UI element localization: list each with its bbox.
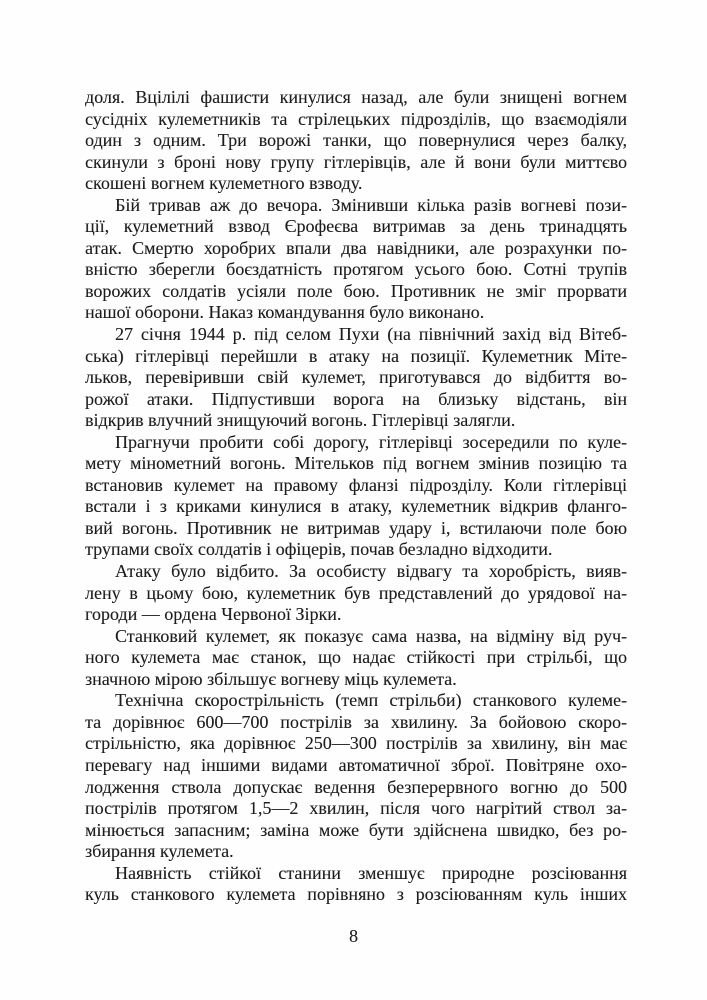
text-line [85, 453, 627, 475]
paragraph [85, 432, 627, 561]
text-run: встали і з криками кинулися в атаку, кулеметник відкрив фланго- [85, 496, 627, 517]
text-run: перевагу над іншими видами автоматичної зброї. Повітряне охо- [85, 754, 627, 775]
text-line [85, 561, 627, 583]
text-line [85, 475, 627, 497]
text-line [85, 712, 627, 734]
paragraph [85, 195, 627, 324]
text-line [85, 777, 627, 799]
text-line [85, 820, 627, 842]
text-run: сусідніх кулеметників та стрілецьких підрозділів, що взаємодіяли [85, 108, 627, 129]
text-line [85, 647, 627, 669]
text-run: та дорівнює 600—700 пострілів за хвилину. За бойовою скоро- [85, 711, 627, 732]
page-text-block [85, 87, 627, 906]
text-run: Бій тривав аж до вечора. Змінивши кілька разів вогневі пози- [115, 194, 627, 215]
text-run: скинули з броні нову групу гітлерівців, але й вони були миттєво [85, 151, 627, 172]
text-line [85, 195, 627, 217]
text-line [85, 367, 627, 389]
text-run: льков, перевіривши свій кулемет, приготувався до відбиття во- [85, 367, 627, 388]
paragraph [85, 324, 627, 432]
text-line [85, 604, 627, 626]
text-line [85, 302, 627, 324]
text-line [85, 884, 627, 906]
text-run: пострілів протягом 1,5—2 хвилин, після чого нагрітий ствол за- [85, 798, 627, 819]
text-run: Станковий кулемет, як показує сама назва, на відміну від руч- [115, 625, 627, 646]
paragraph [85, 863, 627, 906]
paragraph [85, 561, 627, 626]
text-line [85, 798, 627, 820]
text-line [85, 518, 627, 540]
paragraph [85, 87, 627, 195]
text-run: ська) гітлерівці перейшли в атаку на позиції. Кулеметник Міте- [85, 345, 627, 366]
text-run: куль станкового кулемета порівняно з розсіюванням куль інших [85, 884, 627, 905]
text-line [85, 863, 627, 885]
text-run: 27 січня 1944 р. під селом Пухи (на північний захід від Вітеб- [115, 324, 627, 345]
text-run: відкрив влучний знищуючий вогонь. Гітлерівці залягли. [85, 410, 516, 431]
text-line [85, 238, 627, 260]
text-run: Атаку було відбито. За особисту відвагу та хоробрість, вияв- [115, 561, 627, 582]
text-line [85, 733, 627, 755]
text-line [85, 496, 627, 518]
text-run: Наявність стійкої станини зменшує природне розсіювання [115, 862, 627, 883]
text-run: городи — ордена Червоної Зірки. [85, 604, 342, 625]
text-run: лену в цьому бою, кулеметник був представлений до урядової на- [85, 582, 627, 603]
text-run: один з одним. Три ворожі танки, що повернулися через балку, [85, 130, 627, 151]
text-line [85, 539, 627, 561]
text-run: лодження ствола допускає ведення безперервного вогню до 500 [85, 776, 627, 797]
text-run: збирання кулемета. [85, 841, 234, 862]
paragraph [85, 626, 627, 691]
text-run: стрільністю, яка дорівнює 250—300 пострілів за хвилину, він має [85, 733, 627, 754]
paragraph [85, 690, 627, 862]
text-run: Технічна скорострільність (темп стрільби) станкового кулеме- [115, 690, 627, 711]
text-line [85, 173, 627, 195]
text-line [85, 281, 627, 303]
text-run: нашої оборони. Наказ командування було виконано. [85, 302, 485, 323]
text-run: рожої атаки. Підпустивши ворога на близьку відстань, він [85, 388, 627, 409]
text-run: значною мірою збільшує вогневу міць кулемета. [85, 668, 457, 689]
text-line [85, 152, 627, 174]
text-run: атак. Смертю хоробрих впали два навідники, але розрахунки по- [85, 237, 627, 258]
text-line [85, 87, 627, 109]
text-line [85, 669, 627, 691]
text-run: трупами своїх солдатів і офіцерів, почав безладно відходити. [85, 539, 553, 560]
text-run: мету мінометний вогонь. Мітельков під вогнем змінив позицію та [85, 453, 627, 474]
text-run: ворожих солдатів усіяли поле бою. Противник не зміг прорвати [85, 280, 627, 301]
text-line [85, 755, 627, 777]
text-run: Прагнучи пробити собі дорогу, гітлерівці зосередили по куле- [115, 431, 627, 452]
text-run: вий вогонь. Противник не витримав удару і, встилаючи поле бою [85, 517, 627, 538]
text-line [85, 259, 627, 281]
text-line [85, 389, 627, 411]
text-line [85, 109, 627, 131]
text-run: вністю зберегли боєздатність протягом усього бою. Сотні трупів [85, 259, 627, 280]
text-line [85, 841, 627, 863]
text-run: мінюється запасним; заміна може бути здійснена швидко, без ро- [85, 819, 627, 840]
text-line [85, 130, 627, 152]
text-run: ного кулемета має станок, що надає стійкості при стрільбі, що [85, 647, 627, 668]
text-run: ції, кулеметний взвод Єрофеєва витримав за день тринадцять [85, 216, 627, 237]
text-line [85, 216, 627, 238]
page-number: 8 [349, 926, 358, 946]
text-line [85, 626, 627, 648]
text-line [85, 346, 627, 368]
text-run: доля. Вцілілі фашисти кинулися назад, але були знищені вогнем [85, 87, 627, 107]
text-line [85, 432, 627, 454]
text-line [85, 324, 627, 346]
text-run: скошені вогнем кулеметного взводу. [85, 173, 363, 194]
text-line [85, 690, 627, 712]
text-line [85, 583, 627, 605]
text-line [85, 410, 627, 432]
text-run: встановив кулемет на правому фланзі підрозділу. Коли гітлерівці [85, 474, 627, 495]
